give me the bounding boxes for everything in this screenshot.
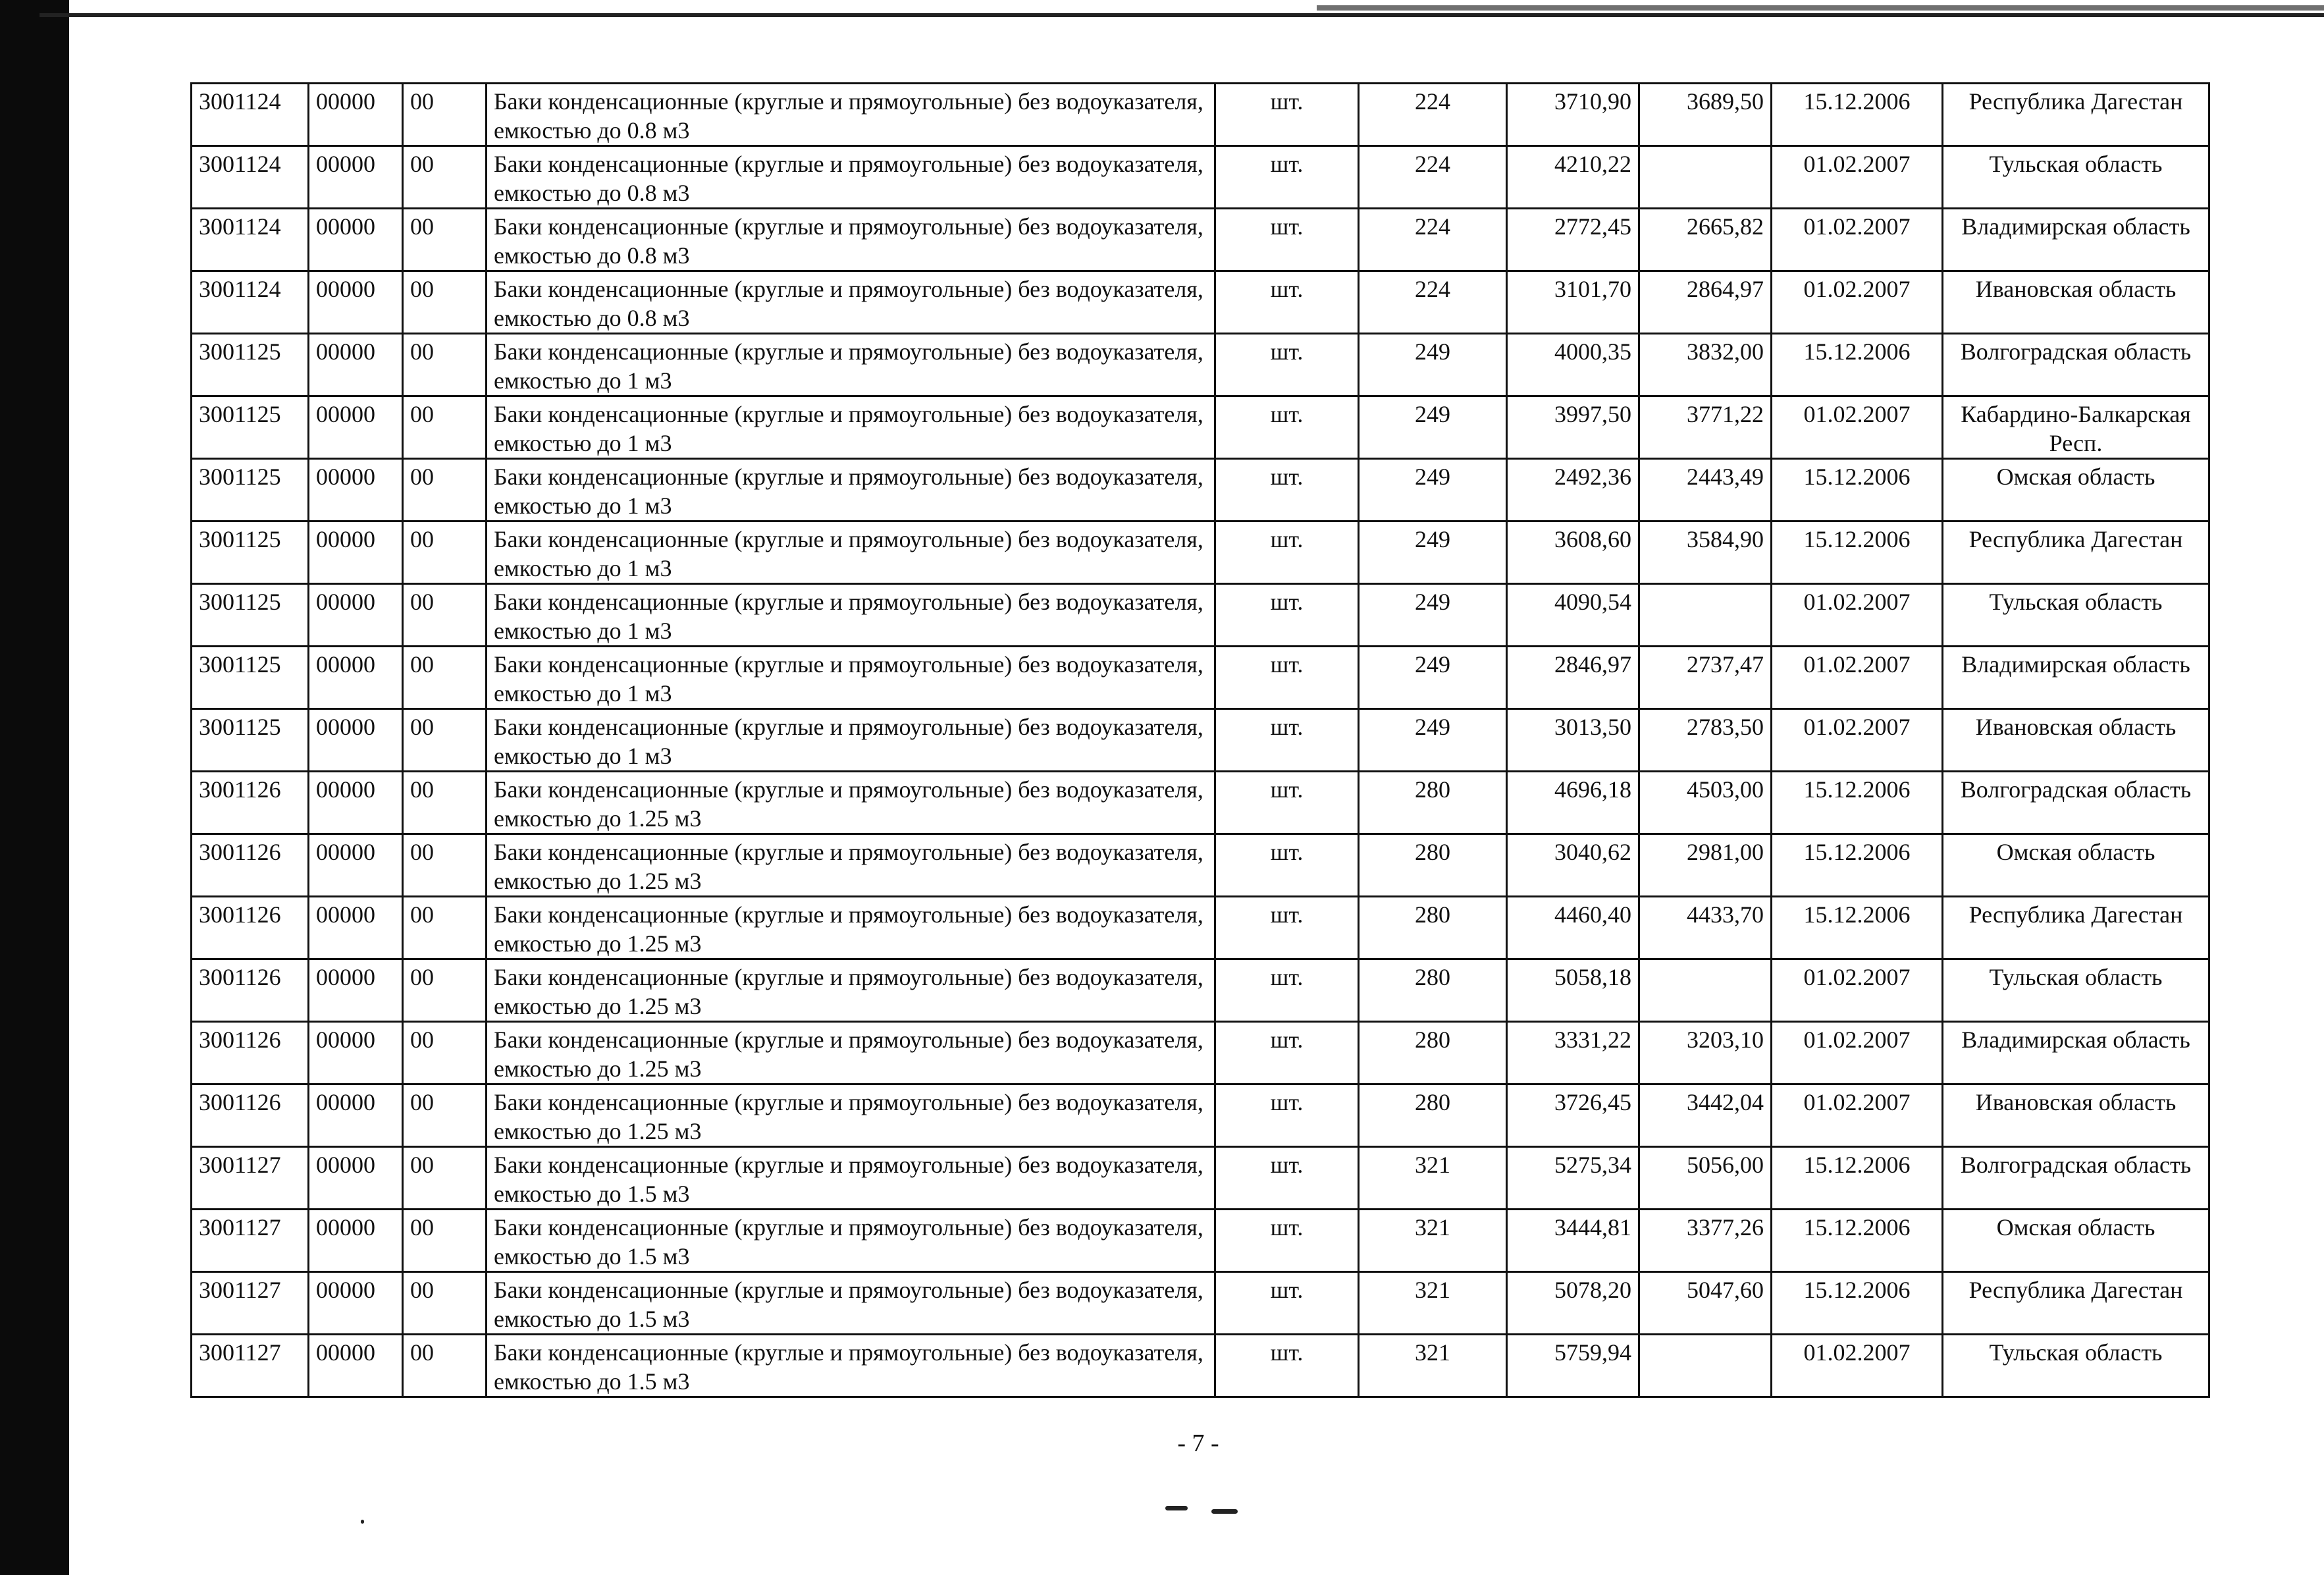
price-table [190, 82, 2210, 1398]
cell-price-1: 4210,22 [1507, 146, 1639, 209]
cell-price-2 [1639, 584, 1772, 647]
cell-price-1: 2492,36 [1507, 459, 1639, 521]
cell-code: 3001125 [192, 521, 309, 584]
cell-description: Баки конденсационные (круглые и прямоугольные) без водоуказателя, емкостью до 1.25 м3 [487, 897, 1215, 959]
cell-unit: шт. [1215, 959, 1359, 1022]
cell-subcode: 00000 [309, 84, 403, 146]
cell-description: Баки конденсационные (круглые и прямоугольные) без водоуказателя, емкостью до 1 м3 [487, 584, 1215, 647]
cell-code: 3001126 [192, 1022, 309, 1084]
cell-region: Омская область [1943, 1210, 2209, 1272]
cell-subcode: 00000 [309, 209, 403, 271]
cell-price-2 [1639, 959, 1772, 1022]
cell-code: 3001125 [192, 647, 309, 709]
cell-price-2: 2981,00 [1639, 834, 1772, 897]
cell-suffix: 00 [403, 209, 487, 271]
table-row [192, 959, 2209, 1022]
cell-suffix: 00 [403, 459, 487, 521]
cell-unit: шт. [1215, 146, 1359, 209]
cell-date: 15.12.2006 [1772, 1147, 1943, 1210]
scan-speck [1211, 1509, 1238, 1514]
table-row [192, 647, 2209, 709]
table-row [192, 209, 2209, 271]
cell-subcode: 00000 [309, 834, 403, 897]
cell-price-1: 5078,20 [1507, 1272, 1639, 1335]
table-row [192, 396, 2209, 459]
cell-suffix: 00 [403, 271, 487, 334]
cell-region: Тульская область [1943, 584, 2209, 647]
cell-suffix: 00 [403, 334, 487, 396]
cell-suffix: 00 [403, 834, 487, 897]
cell-subcode: 00000 [309, 709, 403, 772]
cell-quantity: 321 [1359, 1272, 1507, 1335]
cell-region: Ивановская область [1943, 271, 2209, 334]
cell-quantity: 321 [1359, 1210, 1507, 1272]
cell-quantity: 280 [1359, 1084, 1507, 1147]
scan-speck [1165, 1506, 1188, 1510]
cell-quantity: 249 [1359, 334, 1507, 396]
cell-price-2: 5056,00 [1639, 1147, 1772, 1210]
cell-unit: шт. [1215, 334, 1359, 396]
table-row [192, 709, 2209, 772]
cell-subcode: 00000 [309, 1272, 403, 1335]
table-row [192, 772, 2209, 834]
table-row [192, 834, 2209, 897]
scan-speck [361, 1520, 364, 1524]
cell-price-2: 5047,60 [1639, 1272, 1772, 1335]
cell-region: Владимирская область [1943, 1022, 2209, 1084]
table-row [192, 1022, 2209, 1084]
cell-region: Владимирская область [1943, 209, 2209, 271]
cell-price-1: 3040,62 [1507, 834, 1639, 897]
cell-code: 3001125 [192, 459, 309, 521]
price-table-body [192, 84, 2209, 1397]
cell-code: 3001124 [192, 146, 309, 209]
cell-code: 3001127 [192, 1272, 309, 1335]
cell-price-1: 3013,50 [1507, 709, 1639, 772]
cell-description: Баки конденсационные (круглые и прямоугольные) без водоуказателя, емкостью до 0.8 м3 [487, 271, 1215, 334]
cell-price-2: 3584,90 [1639, 521, 1772, 584]
cell-price-2: 4433,70 [1639, 897, 1772, 959]
cell-code: 3001125 [192, 709, 309, 772]
cell-description: Баки конденсационные (круглые и прямоугольные) без водоуказателя, емкостью до 1 м3 [487, 647, 1215, 709]
cell-unit: шт. [1215, 709, 1359, 772]
cell-description: Баки конденсационные (круглые и прямоугольные) без водоуказателя, емкостью до 1.25 м3 [487, 1084, 1215, 1147]
cell-code: 3001126 [192, 897, 309, 959]
cell-subcode: 00000 [309, 647, 403, 709]
cell-price-2: 2665,82 [1639, 209, 1772, 271]
cell-unit: шт. [1215, 772, 1359, 834]
cell-subcode: 00000 [309, 146, 403, 209]
cell-price-1: 3997,50 [1507, 396, 1639, 459]
cell-price-2: 3689,50 [1639, 84, 1772, 146]
cell-price-2: 4503,00 [1639, 772, 1772, 834]
cell-price-2 [1639, 1335, 1772, 1397]
cell-unit: шт. [1215, 271, 1359, 334]
cell-description: Баки конденсационные (круглые и прямоугольные) без водоуказателя, емкостью до 1.25 м3 [487, 772, 1215, 834]
cell-quantity: 249 [1359, 647, 1507, 709]
cell-unit: шт. [1215, 584, 1359, 647]
cell-code: 3001127 [192, 1335, 309, 1397]
cell-region: Омская область [1943, 459, 2209, 521]
cell-subcode: 00000 [309, 396, 403, 459]
table-row [192, 1272, 2209, 1335]
cell-unit: шт. [1215, 1335, 1359, 1397]
cell-date: 15.12.2006 [1772, 772, 1943, 834]
cell-quantity: 280 [1359, 959, 1507, 1022]
cell-quantity: 280 [1359, 772, 1507, 834]
cell-description: Баки конденсационные (круглые и прямоугольные) без водоуказателя, емкостью до 0.8 м3 [487, 209, 1215, 271]
cell-price-1: 4696,18 [1507, 772, 1639, 834]
cell-subcode: 00000 [309, 271, 403, 334]
cell-region: Владимирская область [1943, 647, 2209, 709]
cell-suffix: 00 [403, 959, 487, 1022]
table-row [192, 897, 2209, 959]
cell-subcode: 00000 [309, 959, 403, 1022]
cell-code: 3001126 [192, 834, 309, 897]
cell-price-1: 3101,70 [1507, 271, 1639, 334]
cell-region: Тульская область [1943, 1335, 2209, 1397]
cell-quantity: 224 [1359, 84, 1507, 146]
cell-price-1: 3444,81 [1507, 1210, 1639, 1272]
cell-price-2: 3377,26 [1639, 1210, 1772, 1272]
cell-price-1: 3608,60 [1507, 521, 1639, 584]
cell-subcode: 00000 [309, 521, 403, 584]
cell-region: Республика Дагестан [1943, 1272, 2209, 1335]
cell-description: Баки конденсационные (круглые и прямоугольные) без водоуказателя, емкостью до 1.5 м3 [487, 1335, 1215, 1397]
cell-date: 01.02.2007 [1772, 1084, 1943, 1147]
cell-suffix: 00 [403, 1147, 487, 1210]
cell-description: Баки конденсационные (круглые и прямоугольные) без водоуказателя, емкостью до 1.5 м3 [487, 1147, 1215, 1210]
cell-date: 15.12.2006 [1772, 897, 1943, 959]
cell-description: Баки конденсационные (круглые и прямоугольные) без водоуказателя, емкостью до 0.8 м3 [487, 146, 1215, 209]
cell-unit: шт. [1215, 396, 1359, 459]
cell-suffix: 00 [403, 396, 487, 459]
cell-date: 15.12.2006 [1772, 1210, 1943, 1272]
cell-quantity: 249 [1359, 396, 1507, 459]
cell-quantity: 224 [1359, 271, 1507, 334]
cell-date: 15.12.2006 [1772, 834, 1943, 897]
cell-description: Баки конденсационные (круглые и прямоугольные) без водоуказателя, емкостью до 1 м3 [487, 396, 1215, 459]
cell-unit: шт. [1215, 1147, 1359, 1210]
table-row [192, 334, 2209, 396]
cell-description: Баки конденсационные (круглые и прямоугольные) без водоуказателя, емкостью до 1 м3 [487, 521, 1215, 584]
table-row [192, 1335, 2209, 1397]
cell-code: 3001124 [192, 209, 309, 271]
cell-price-2: 2864,97 [1639, 271, 1772, 334]
cell-date: 01.02.2007 [1772, 584, 1943, 647]
cell-unit: шт. [1215, 647, 1359, 709]
scan-top-line [40, 13, 2324, 29]
cell-subcode: 00000 [309, 1084, 403, 1147]
cell-code: 3001125 [192, 584, 309, 647]
cell-unit: шт. [1215, 209, 1359, 271]
cell-unit: шт. [1215, 84, 1359, 146]
cell-price-2: 2783,50 [1639, 709, 1772, 772]
cell-region: Тульская область [1943, 146, 2209, 209]
cell-suffix: 00 [403, 521, 487, 584]
cell-unit: шт. [1215, 1022, 1359, 1084]
cell-date: 01.02.2007 [1772, 647, 1943, 709]
cell-subcode: 00000 [309, 584, 403, 647]
cell-region: Тульская область [1943, 959, 2209, 1022]
table-row [192, 459, 2209, 521]
scan-top-smudge [1317, 5, 2324, 11]
cell-description: Баки конденсационные (круглые и прямоугольные) без водоуказателя, емкостью до 1.5 м3 [487, 1210, 1215, 1272]
table-row [192, 1084, 2209, 1147]
cell-price-1: 5058,18 [1507, 959, 1639, 1022]
cell-quantity: 249 [1359, 459, 1507, 521]
cell-code: 3001124 [192, 84, 309, 146]
cell-unit: шт. [1215, 1210, 1359, 1272]
cell-suffix: 00 [403, 897, 487, 959]
cell-subcode: 00000 [309, 897, 403, 959]
cell-price-2: 3203,10 [1639, 1022, 1772, 1084]
table-row [192, 1210, 2209, 1272]
cell-description: Баки конденсационные (круглые и прямоугольные) без водоуказателя, емкостью до 1 м3 [487, 334, 1215, 396]
cell-subcode: 00000 [309, 1210, 403, 1272]
cell-suffix: 00 [403, 584, 487, 647]
cell-description: Баки конденсационные (круглые и прямоугольные) без водоуказателя, емкостью до 1.25 м3 [487, 834, 1215, 897]
cell-code: 3001125 [192, 396, 309, 459]
cell-region: Волгоградская область [1943, 334, 2209, 396]
cell-subcode: 00000 [309, 459, 403, 521]
cell-region: Республика Дагестан [1943, 897, 2209, 959]
cell-suffix: 00 [403, 84, 487, 146]
cell-price-1: 4000,35 [1507, 334, 1639, 396]
cell-suffix: 00 [403, 1335, 487, 1397]
cell-suffix: 00 [403, 647, 487, 709]
table-row [192, 146, 2209, 209]
cell-price-2: 2737,47 [1639, 647, 1772, 709]
cell-region: Республика Дагестан [1943, 521, 2209, 584]
cell-date: 15.12.2006 [1772, 459, 1943, 521]
cell-description: Баки конденсационные (круглые и прямоугольные) без водоуказателя, емкостью до 1 м3 [487, 709, 1215, 772]
cell-unit: шт. [1215, 1272, 1359, 1335]
cell-description: Баки конденсационные (круглые и прямоугольные) без водоуказателя, емкостью до 1.25 м3 [487, 1022, 1215, 1084]
cell-quantity: 321 [1359, 1335, 1507, 1397]
cell-quantity: 321 [1359, 1147, 1507, 1210]
cell-unit: шт. [1215, 521, 1359, 584]
cell-price-1: 3710,90 [1507, 84, 1639, 146]
cell-description: Баки конденсационные (круглые и прямоугольные) без водоуказателя, емкостью до 1.5 м3 [487, 1272, 1215, 1335]
table-row [192, 271, 2209, 334]
cell-unit: шт. [1215, 897, 1359, 959]
cell-price-1: 4460,40 [1507, 897, 1639, 959]
cell-code: 3001124 [192, 271, 309, 334]
cell-price-1: 4090,54 [1507, 584, 1639, 647]
cell-code: 3001126 [192, 1084, 309, 1147]
cell-quantity: 280 [1359, 834, 1507, 897]
cell-unit: шт. [1215, 834, 1359, 897]
cell-price-1: 2772,45 [1507, 209, 1639, 271]
cell-price-1: 3726,45 [1507, 1084, 1639, 1147]
table-row [192, 584, 2209, 647]
cell-subcode: 00000 [309, 1335, 403, 1397]
cell-date: 15.12.2006 [1772, 84, 1943, 146]
cell-date: 01.02.2007 [1772, 146, 1943, 209]
cell-suffix: 00 [403, 146, 487, 209]
cell-region: Омская область [1943, 834, 2209, 897]
cell-unit: шт. [1215, 459, 1359, 521]
cell-region: Волгоградская область [1943, 772, 2209, 834]
cell-region: Ивановская область [1943, 709, 2209, 772]
cell-region: Республика Дагестан [1943, 84, 2209, 146]
cell-quantity: 249 [1359, 521, 1507, 584]
cell-description: Баки конденсационные (круглые и прямоугольные) без водоуказателя, емкостью до 0.8 м3 [487, 84, 1215, 146]
cell-date: 01.02.2007 [1772, 209, 1943, 271]
cell-price-2: 3442,04 [1639, 1084, 1772, 1147]
cell-code: 3001126 [192, 772, 309, 834]
cell-quantity: 224 [1359, 146, 1507, 209]
cell-date: 01.02.2007 [1772, 1335, 1943, 1397]
table-row [192, 1147, 2209, 1210]
cell-description: Баки конденсационные (круглые и прямоугольные) без водоуказателя, емкостью до 1 м3 [487, 459, 1215, 521]
cell-price-1: 3331,22 [1507, 1022, 1639, 1084]
cell-subcode: 00000 [309, 334, 403, 396]
cell-suffix: 00 [403, 1084, 487, 1147]
cell-date: 01.02.2007 [1772, 959, 1943, 1022]
cell-suffix: 00 [403, 772, 487, 834]
price-table-container [190, 82, 2210, 1398]
cell-quantity: 249 [1359, 709, 1507, 772]
cell-region: Кабардино-Балкарская Респ. [1943, 396, 2209, 459]
cell-date: 01.02.2007 [1772, 1022, 1943, 1084]
cell-subcode: 00000 [309, 1022, 403, 1084]
cell-price-1: 2846,97 [1507, 647, 1639, 709]
cell-quantity: 280 [1359, 1022, 1507, 1084]
cell-date: 01.02.2007 [1772, 271, 1943, 334]
cell-price-2 [1639, 146, 1772, 209]
cell-quantity: 280 [1359, 897, 1507, 959]
scan-dark-edge [0, 0, 69, 1575]
cell-date: 15.12.2006 [1772, 521, 1943, 584]
cell-price-2: 2443,49 [1639, 459, 1772, 521]
cell-code: 3001127 [192, 1210, 309, 1272]
cell-suffix: 00 [403, 1272, 487, 1335]
cell-quantity: 249 [1359, 584, 1507, 647]
cell-subcode: 00000 [309, 1147, 403, 1210]
cell-code: 3001127 [192, 1147, 309, 1210]
cell-price-2: 3832,00 [1639, 334, 1772, 396]
cell-description: Баки конденсационные (круглые и прямоугольные) без водоуказателя, емкостью до 1.25 м3 [487, 959, 1215, 1022]
cell-price-1: 5275,34 [1507, 1147, 1639, 1210]
cell-price-2: 3771,22 [1639, 396, 1772, 459]
cell-unit: шт. [1215, 1084, 1359, 1147]
cell-code: 3001126 [192, 959, 309, 1022]
cell-date: 01.02.2007 [1772, 709, 1943, 772]
cell-code: 3001125 [192, 334, 309, 396]
cell-date: 15.12.2006 [1772, 334, 1943, 396]
cell-region: Ивановская область [1943, 1084, 2209, 1147]
cell-subcode: 00000 [309, 772, 403, 834]
cell-price-1: 5759,94 [1507, 1335, 1639, 1397]
table-row [192, 521, 2209, 584]
cell-region: Волгоградская область [1943, 1147, 2209, 1210]
cell-date: 15.12.2006 [1772, 1272, 1943, 1335]
page-number: - 7 - [1177, 1429, 1219, 1457]
cell-date: 01.02.2007 [1772, 396, 1943, 459]
table-row [192, 84, 2209, 146]
cell-quantity: 224 [1359, 209, 1507, 271]
cell-suffix: 00 [403, 1022, 487, 1084]
cell-suffix: 00 [403, 1210, 487, 1272]
cell-suffix: 00 [403, 709, 487, 772]
